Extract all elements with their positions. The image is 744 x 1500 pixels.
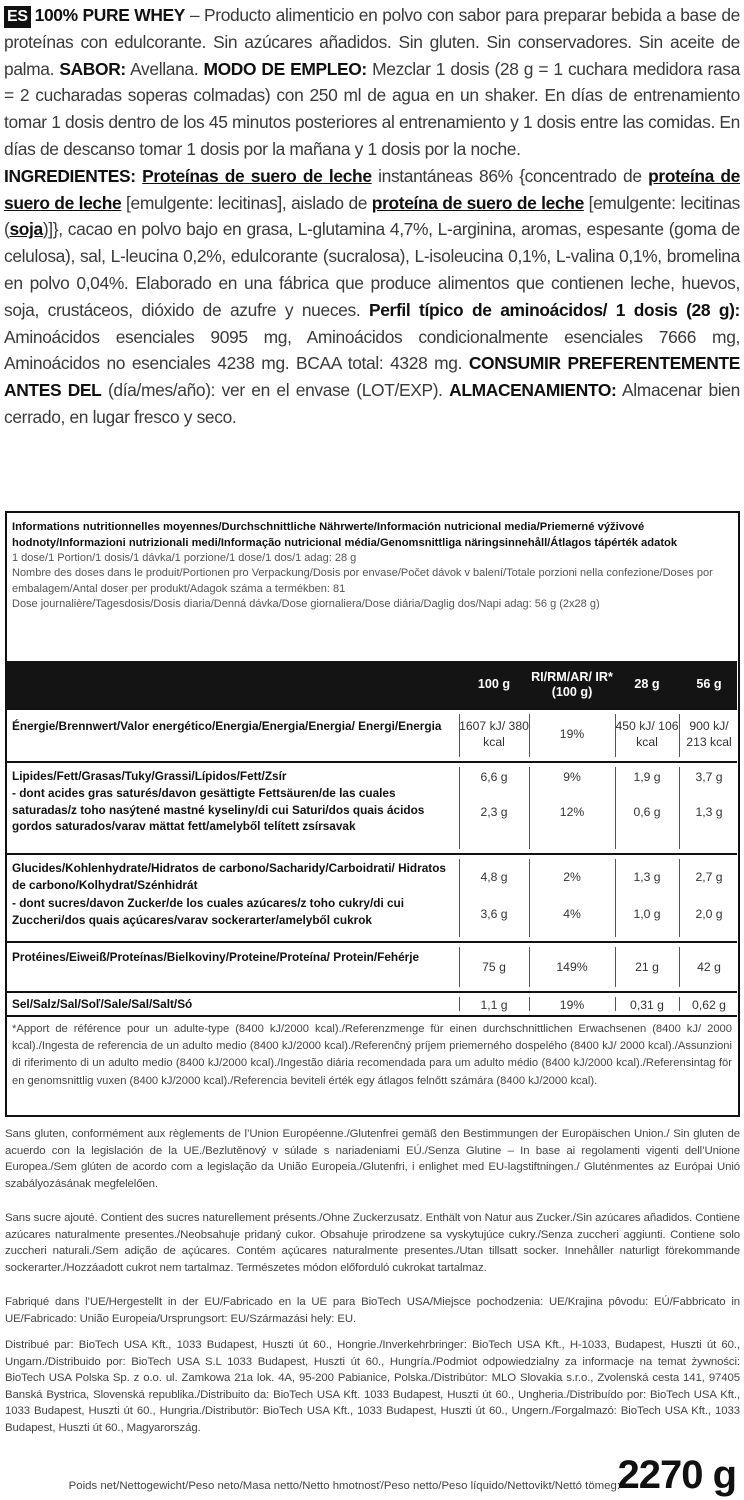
serving-size: 1 dose/1 Portion/1 dosis/1 dávka/1 porzione/1 dose/1 dos/1 adag: 28 g <box>12 552 357 564</box>
col-header-56g: 56 g <box>696 677 722 691</box>
salt-100g: 1,1 g <box>480 998 508 1012</box>
nutrition-title: Informations nutritionnelles moyennes/Durchschnittliche Nährwerte/Información nutricional media/Priemerné výživové hodnoty/Informazioni nutrizionali medi/Informação nutricional média/Genomsnittliga näringsinnehåll/Átlagos tápérték adatok <box>12 521 678 549</box>
protein-100g: 75 g <box>482 960 506 974</box>
salt-56g: 0,62 g <box>692 998 726 1012</box>
net-weight-value: 2270 g <box>617 1453 736 1497</box>
fat-ri: 9% <box>563 770 581 784</box>
allergen-whey-1: Proteínas de suero de leche <box>142 165 372 186</box>
saturated-fat-100g: 2,3 g <box>480 805 508 819</box>
amino-profile-text: Aminoácidos esenciales 9095 mg, Aminoácidos condicionalmente esenciales 7666 mg, Aminoácidos no esenciales 4238 mg. BCAA total: 4328 mg. <box>4 326 740 374</box>
saturated-fat-label: - dont acides gras saturés/davon gesättigte Fettsäuren/de las cuales saturadas/z toho nasýtené mastné kyseliny/di cui Saturi/dos quais ácidos gordos saturados/varav mättat fett/amelyből telített zsírsavak <box>12 786 425 833</box>
storage-text: Almacenar bien cerrado, en lugar fresco y seco. <box>4 380 741 427</box>
energy-ri: 19% <box>559 727 585 741</box>
nutrition-table-header <box>7 661 737 708</box>
flavor-label: SABOR: <box>59 58 126 79</box>
net-weight <box>5 1453 740 1500</box>
sugars-ri: 4% <box>563 907 581 921</box>
ingredients-text-4: )]}, cacao en polvo bajo en grasa, L-glutamina 4,7%, L-arginina, aromas, espesante (goma de celulosa), sal, L-leucina 0,2%, edulcorante (sucralosa), L-isoleucina 0,1%, L-valina 0,1%, bromelina en polvo 0,04%. Elaborado en una fábrica que produce alimentos que contienen leche, huevos, soja, crustáceos, dióxido de azufre y nueces. <box>4 219 740 320</box>
flavor-value: Avellana. <box>125 58 204 79</box>
table-row-protein <box>7 941 737 991</box>
energy-28g: 450 kJ/ 106 kcal <box>615 719 679 749</box>
nutrition-facts-panel <box>5 511 740 1117</box>
protein-56g: 42 g <box>697 960 721 974</box>
ingredients-text-2: [emulgente: lecitinas], aislado de <box>121 192 372 213</box>
fat-56g: 3,7 g <box>695 770 723 784</box>
best-before-label: CONSUMIR PREFERENTEMENTE ANTES DEL <box>4 353 740 401</box>
energy-56g: 900 kJ/ 213 kcal <box>686 719 732 749</box>
reference-intake-footnote: *Apport de référence pour un adulte-type (8400 kJ/2000 kcal)./Referenzmenge für einen durchschnittlichen Erwachsenen (8400 kJ/ 2000 kcal)./Ingesta de referencia de un adulto medio (8400 kJ/2000 kcal)./Referenčný príjem priemerného dospelého (8400 kJ/ 2000 kcal)./Assunzioni di riferimento di un adulto medio (8400 kJ/2000 kcal)./Ingestão diária recomendada para um adulto médio (8400 kJ/2000 kcal)./Referensintag för en genomsnittlig vuxen (8400 kJ/2000 kcal)./Referencia beviteli érték egy átlagos felnőtt számára (8400 kJ/2000 kcal). <box>7 1015 737 1090</box>
table-row-fat <box>7 761 737 853</box>
protein-label: Protéines/Eiweiß/Proteínas/Bielkoviny/Proteine/Proteína/ Protein/Fehérje <box>12 950 420 964</box>
col-header-ri: RI/RM/AR/ IR* (100 g) <box>531 669 613 699</box>
carbohydrates-28g: 1,3 g <box>633 870 661 884</box>
sugars-label: - dont sucres/davon Zucker/de los cuales azúcares/z toho cukry/di cui Zuccheri/dos quais açúcares/varav sockerarter/amelyből cukrok <box>12 896 405 927</box>
ingredients-text-3: [emulgente: lecitinas ( <box>4 192 741 240</box>
ingredients-text-1: instantáneas 86% {concentrado de <box>371 165 649 186</box>
salt-ri: 19% <box>559 998 585 1012</box>
product-description: – Producto alimenticio en polvo con sabor para preparar bebida a base de proteínas con edulcorante. Sin azúcares añadidos. Sin gluten. Sin conservadores. Sin aceite de palma. <box>4 5 740 79</box>
best-before-text: (día/mes/año): ver en el envase (LOT/EXP). <box>101 380 450 401</box>
carbohydrates-56g: 2,7 g <box>695 870 723 884</box>
salt-28g: 0,31 g <box>630 998 664 1012</box>
energy-100g: 1607 kJ/ 380 kcal <box>459 719 529 749</box>
sugars-56g: 2,0 g <box>695 907 723 921</box>
col-header-100g: 100 g <box>477 677 511 691</box>
col-header-28g: 28 g <box>634 677 660 691</box>
distributor-statement: Distribué par: BioTech USA Kft., 1033 Budapest, Huszti út 60., Hongrie./Inverkehrbringer: BioTech USA Kft., H-1033, Budapest, Huszti út 60., Ungarn./Distribuido por: BioTech USA S.L 1033 Budapest, Huszti út 60., Hungría./Podmiot odpowiedzialny za informacje na temat żywności: BioTech USA Polska Sp. z o.o. ul. Zamkowa 21a lok. 4A, 95-200 Pabianice, Polska./Distribútor: MLO Slovakia s.r.o., Zvolenská cesta 141, 97405 Banská Bystrica, Slovenská republika./Distribuito da: BioTech USA Kft. 1033 Budapest, Huszti út 60., Ungheria./Distribuído por: BioTech USA Kft., 1033 Budapest, Huszti út 60., Hungria./Distributör: BioTech USA Kft., 1033 Budapest, Huszti út 60., Ungern./Forgalmazó: BioTech USA Kft., 1033 Budapest, Huszti út 60., Magyarország. <box>5 1339 740 1434</box>
salt-label: Sel/Salz/Sal/Soľ/Sale/Sal/Salt/Só <box>12 997 193 1011</box>
product-name: 100% PURE WHEY <box>34 5 186 25</box>
ingredients-label: INGREDIENTES: <box>4 165 136 186</box>
saturated-fat-28g: 0,6 g <box>633 805 661 819</box>
daily-dose: Dose journalière/Tagesdosis/Dosis diaria/Denná dávka/Dose giornaliera/Dose diária/Daglig dos/Napi adag: 56 g (2x28 g) <box>12 597 600 610</box>
saturated-fat-ri: 12% <box>559 805 585 819</box>
no-added-sugar-statement: Sans sucre ajouté. Contient des sucres naturellement présents./Ohne Zuckerzusatz. Enthält von Natur aus Zucker./Sin azúcares añadidos. Contiene azúcares naturalmente presentes./Neobsahuje pridaný cukor. Obsahuje prirodzene sa vyskytujúce cukry./Senza zuccheri aggiunti. Contiene solo zuccheri naturali./Sem adição de açúcares. Contém açúcares naturalmente presentes./Utan tillsatt socker. Innehåller naturligt förekommande sockerarter./Hozzáadott cukrot nem tartalmaz. Természetes módon előforduló cukrokat tartalmaz. <box>5 1212 740 1274</box>
nutrition-header <box>7 513 738 612</box>
carbohydrates-100g: 4,8 g <box>480 870 508 884</box>
usage-label: MODO DE EMPLEO: <box>203 58 367 79</box>
fat-label: Lipides/Fett/Grasas/Tuky/Grassi/Lípidos/Fett/Zsír <box>12 769 287 783</box>
table-row-energy <box>7 708 737 761</box>
saturated-fat-56g: 1,3 g <box>695 805 723 819</box>
allergen-soy: soja <box>9 219 43 240</box>
allergen-whey-2: proteína de suero de leche <box>4 165 741 213</box>
origin-statement: Fabriqué dans l’UE/Hergestellt in der EU/Fabricado en la UE para BioTech USA/Miejsce pochodzenia: UE/Krajina pôvodu: EÚ/Fabbricato in UE/Fabricado: União Europeia/Ursprungsort: EU/Származási hely: EU. <box>5 1296 740 1325</box>
energy-label: Énergie/Brennwert/Valor energético/Energia/Energia/Energia/ Energi/Energia <box>12 719 442 733</box>
fat-28g: 1,9 g <box>633 770 661 784</box>
servings-per-pack: Nombre des doses dans le produit/Portionen pro Verpackung/Dosis por envase/Počet dávok v balení/Totale porzioni nella confezione/Doses por embalagem/Antal doser per produkt/Adagok száma a termékben: 81 <box>12 567 713 595</box>
carbohydrates-ri: 2% <box>563 870 581 884</box>
amino-profile-label: Perfil típico de aminoácidos/ 1 dosis (28 g): <box>368 299 740 320</box>
nutrition-table <box>7 661 737 1015</box>
table-row-carbohydrates <box>7 853 737 941</box>
table-row-salt <box>7 991 737 1015</box>
protein-28g: 21 g <box>635 960 659 974</box>
carbohydrates-label: Glucides/Kohlenhydrate/Hidratos de carbono/Sacharidy/Carboidrati/ Hidratos de carbono/Kolhydrat/Szénhidrát <box>12 861 446 892</box>
protein-ri: 149% <box>556 960 588 974</box>
fat-100g: 6,6 g <box>480 770 508 784</box>
language-tag-es: ES <box>4 6 31 28</box>
allergen-whey-3: proteína de suero de leche <box>371 192 584 213</box>
sugars-100g: 3,6 g <box>480 907 508 921</box>
storage-label: ALMACENAMIENTO: <box>449 380 617 401</box>
usage-text: Mezclar 1 dosis (28 g = 1 cuchara medidora rasa = 2 cucharadas soperas colmadas) con 250 ml de agua en un shaker. En días de entrenamiento tomar 1 dosis dentro de los 45 minutos posteriores al entrenamiento y 1 dosis entre las comidas. En días de descanso tomar 1 dosis por la mañana y 1 dosis por la noche. <box>4 58 740 159</box>
gluten-free-statement: Sans gluten, conformément aux règlements de l’Union Européenne./Glutenfrei gemäß den Bestimmungen der Europäischen Union./ Sin gluten de acuerdo con la legislación de la UE./Bezlutěnový v súlade s nariadeniami EÚ./Senza Glutine – In base ai regolamenti vigenti dell’Unione Europea./Sem glúten de acordo com a legislação da União Europeia./Glutenfri, i enlighet med EU-lagstiftningen./ Gluténmentes az Európai Unió szabályozásának megfelelően. <box>5 1128 740 1190</box>
net-weight-label: Poids net/Nettogewicht/Peso neto/Masa netto/Netto hmotnosť/Peso netto/Peso líquido/Nettovikt/Nettó tömeg: <box>68 1480 620 1492</box>
spanish-product-description <box>4 2 740 431</box>
sugars-28g: 1,0 g <box>633 907 661 921</box>
